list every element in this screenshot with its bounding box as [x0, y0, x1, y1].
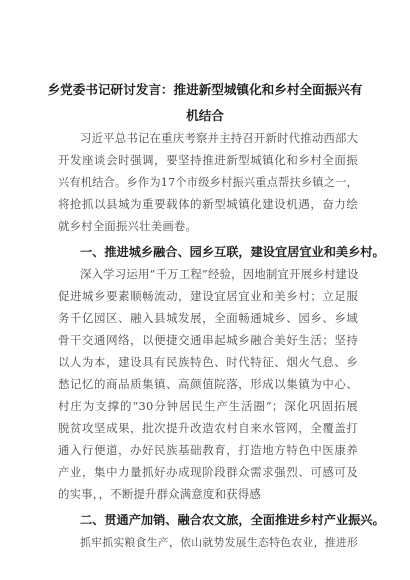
paragraph-line: 深入学习运用“千万工程”经验，因地制宜开展乡村建设 — [80, 267, 359, 281]
document-title-line-2: 机结合 — [186, 108, 224, 123]
paragraph-line: 习近平总书记在重庆考察并主持召开新时代推动西部大 — [80, 131, 359, 145]
paragraph-line: 就乡村全面振兴壮美画卷。 — [58, 219, 198, 233]
paragraph-line: 将抢抓以县城为重要载体的新型城镇化建设机遇，奋力绘 — [58, 197, 358, 211]
paragraph-line: 通入行便道，办好民族基础教育，打造地方特色中医康养 — [58, 443, 358, 457]
paragraph-line: 促进城乡要素顺畅流动，建设宜居宜业和美乡村；立足服 — [58, 289, 358, 303]
paragraph-line: 脱贫攻坚成果，批次提升改造农村自来水管网，全覆盖打 — [58, 421, 358, 435]
paragraph-line: 以人为本，建设具有民族特色、时代特征、烟火气息、乡 — [58, 355, 358, 369]
paragraph-line: 兴有机结合。乡作为17个市级乡村振兴重点帮扶乡镇之一， — [58, 176, 358, 189]
paragraph-line: 开发座谈会时强调，要坚持推进新型城镇化和乡村全面振 — [58, 153, 358, 167]
paragraph-line: 骨干交通网络，以便捷交通串起城乡融合美好生活；坚持 — [58, 333, 358, 347]
paragraph-line: 村庄为支撑的“30分钟居民生产生活圈”；深化巩固拓展 — [58, 399, 358, 413]
document-title-line-1: 乡党委书记研讨发言：推进新型城镇化和乡村全面振兴有 — [47, 82, 363, 97]
paragraph-line: 愁记忆的商品质集镇、高颜值院落，形成以集镇为中心、 — [58, 377, 358, 391]
paragraph-line: 产业，集中力量抓好办成现阶段群众需求强烈、可感可及 — [58, 465, 358, 479]
paragraph-line: 抓牢抓实粮食生产，依山就势发展生态特色农业，推进形 — [80, 536, 358, 549]
paragraph-line: 的实事，，不断提升群众满意度和获得感 — [58, 487, 261, 501]
section-heading-1: 一、推进城乡融合、园乡互联，建设宜居宜业和美乡村。 — [80, 245, 385, 259]
section-heading-2: 二、贯通产加销、融合农文旅，全面推进乡村产业振兴。 — [80, 513, 385, 527]
paragraph-line: 务千亿园区、融入县城发展，全面畅通城乡、园乡、乡域 — [58, 311, 358, 325]
